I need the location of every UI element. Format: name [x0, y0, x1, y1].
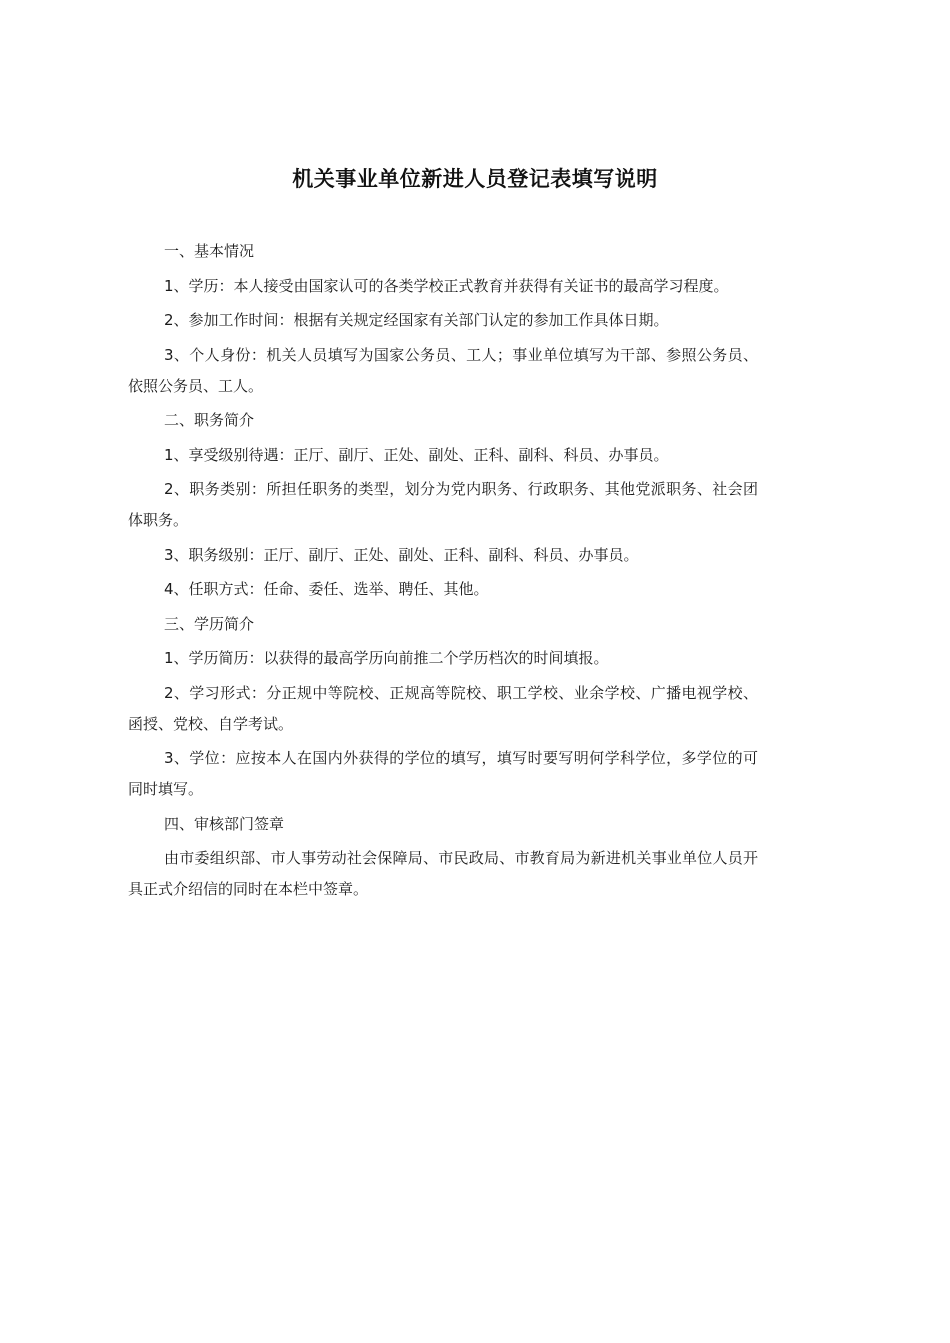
section-heading-basic-info: 一、基本情况 [164, 242, 255, 260]
paragraph-study-form: 2、学习形式：分正规中等院校、正规高等院校、职工学校、业余学校、广播电视学校、函授、党校、自学考试。 [128, 683, 758, 733]
section-heading-education: 三、学历简介 [164, 614, 255, 633]
paragraph-degree: 3、学位：应按本人在国内外获得的学位的填写，填写时要写明何学科学位，多学位的可同时填写。 [128, 749, 758, 798]
document-body [128, 236, 758, 909]
paragraph-position-level: 3、职务级别：正厅、副厅、正处、副处、正科、副科、科员、办事员。 [164, 545, 639, 564]
paragraph-education: 1、学历：本人接受由国家认可的各类学校正式教育并获得有关证书的最高学习程度。 [164, 276, 729, 295]
paragraph-education-history: 1、学历简历：以获得的最高学历向前推二个学历档次的时间填报。 [164, 649, 609, 667]
section-heading-position: 二、职务简介 [164, 411, 255, 429]
paragraph-personal-status: 3、个人身份：机关人员填写为国家公务员、工人；事业单位填写为干部、参照公务员、依照公务员、工人。 [128, 345, 758, 395]
page-title: 机关事业单位新进人员登记表填写说明 [292, 167, 658, 191]
paragraph-level-treatment: 1、享受级别待遇：正厅、副厅、正处、副处、正科、副科、科员、办事员。 [164, 445, 669, 464]
paragraph-review-seal: 由市委组织部、市人事劳动社会保障局、市民政局、市教育局为新进机关事业单位人员开具正式介绍信的同时在本栏中签章。 [128, 849, 758, 898]
paragraph-appointment-method: 4、任职方式：任命、委任、选举、聘任、其他。 [164, 580, 489, 598]
paragraph-position-category: 2、职务类别：所担任职务的类型，划分为党内职务、行政职务、其他党派职务、社会团体职务。 [128, 480, 758, 529]
paragraph-work-start-date: 2、参加工作时间：根据有关规定经国家有关部门认定的参加工作具体日期。 [164, 311, 669, 329]
section-heading-review-seal: 四、审核部门签章 [164, 814, 285, 833]
